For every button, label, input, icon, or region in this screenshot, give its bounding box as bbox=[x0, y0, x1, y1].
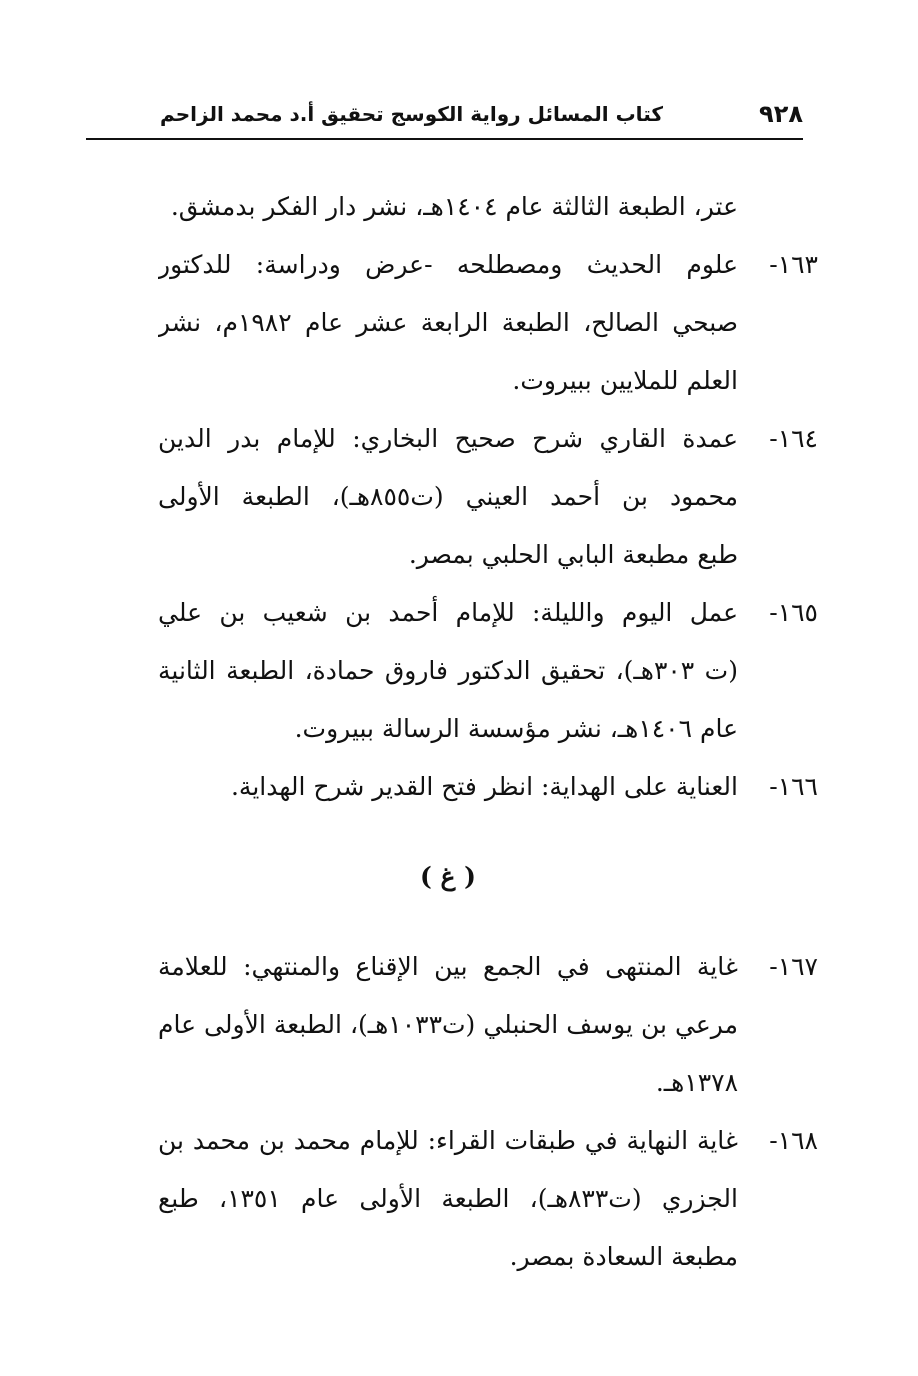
text-line: العلم للملايين ببيروت. bbox=[512, 366, 738, 395]
bibliography-entry-168 bbox=[158, 1112, 818, 1286]
text-line: العناية على الهداية: انظر فتح القدير شرح الهداية. bbox=[230, 772, 738, 801]
entry-number: ١٦٣- bbox=[769, 250, 818, 279]
text-line: مطبعة السعادة بمصر. bbox=[509, 1242, 738, 1271]
bibliography-list bbox=[158, 178, 818, 1286]
bibliography-entry-167 bbox=[158, 938, 818, 1112]
entry-number: ١٦٦- bbox=[769, 772, 818, 801]
continuation-text bbox=[158, 178, 738, 236]
bibliography-entry-163 bbox=[158, 236, 818, 410]
bibliography-entry-165 bbox=[158, 584, 818, 758]
text-line: عتر، الطبعة الثالثة عام ١٤٠٤هـ، نشر دار الفكر بدمشق. bbox=[170, 192, 738, 221]
text-line: طبع مطبعة البابي الحلبي بمصر. bbox=[408, 540, 738, 569]
text-line: صبحي الصالح، الطبعة الرابعة عشر عام ١٩٨٢م، نشر bbox=[158, 308, 738, 337]
text-line: مرعي بن يوسف الحنبلي (ت١٠٣٣هـ)، الطبعة الأولى عام bbox=[158, 1010, 738, 1039]
page-number: ٩٢٨ bbox=[759, 100, 803, 128]
entry-number: ١٦٤- bbox=[769, 424, 818, 453]
text-line: محمود بن أحمد العيني (ت٨٥٥هـ)، الطبعة الأولى bbox=[158, 482, 738, 511]
text-line: ١٣٧٨هـ. bbox=[655, 1068, 738, 1097]
text-line: الجزري (ت٨٣٣هـ)، الطبعة الأولى عام ١٣٥١، طبع bbox=[158, 1184, 738, 1213]
text-line: غاية المنتهى في الجمع بين الإقناع والمنتهي: للعلامة bbox=[158, 952, 738, 981]
bibliography-entry-164 bbox=[158, 410, 818, 584]
text-line: غاية النهاية في طبقات القراء: للإمام محمد بن محمد بن bbox=[158, 1126, 738, 1155]
bibliography-entry-166 bbox=[158, 758, 818, 816]
page-header bbox=[86, 92, 803, 140]
running-title: كتاب المسائل رواية الكوسج تحقيق أ.د محمد الزاحم bbox=[160, 102, 663, 126]
entry-number: ١٦٧- bbox=[769, 952, 818, 981]
text-line: عمدة القاري شرح صحيح البخاري: للإمام بدر الدين bbox=[158, 424, 738, 453]
section-heading-ghain: ( غ ) bbox=[420, 862, 476, 891]
entry-number: ١٦٨- bbox=[769, 1126, 818, 1155]
text-line: عمل اليوم والليلة: للإمام أحمد بن شعيب بن علي bbox=[158, 598, 738, 627]
entry-number: ١٦٥- bbox=[769, 598, 818, 627]
text-line: علوم الحديث ومصطلحه -عرض ودراسة: للدكتور bbox=[158, 250, 738, 279]
text-line: (ت ٣٠٣هـ)، تحقيق الدكتور فاروق حمادة، الطبعة الثانية bbox=[158, 656, 738, 685]
text-line: عام ١٤٠٦هـ، نشر مؤسسة الرسالة ببيروت. bbox=[294, 714, 738, 743]
